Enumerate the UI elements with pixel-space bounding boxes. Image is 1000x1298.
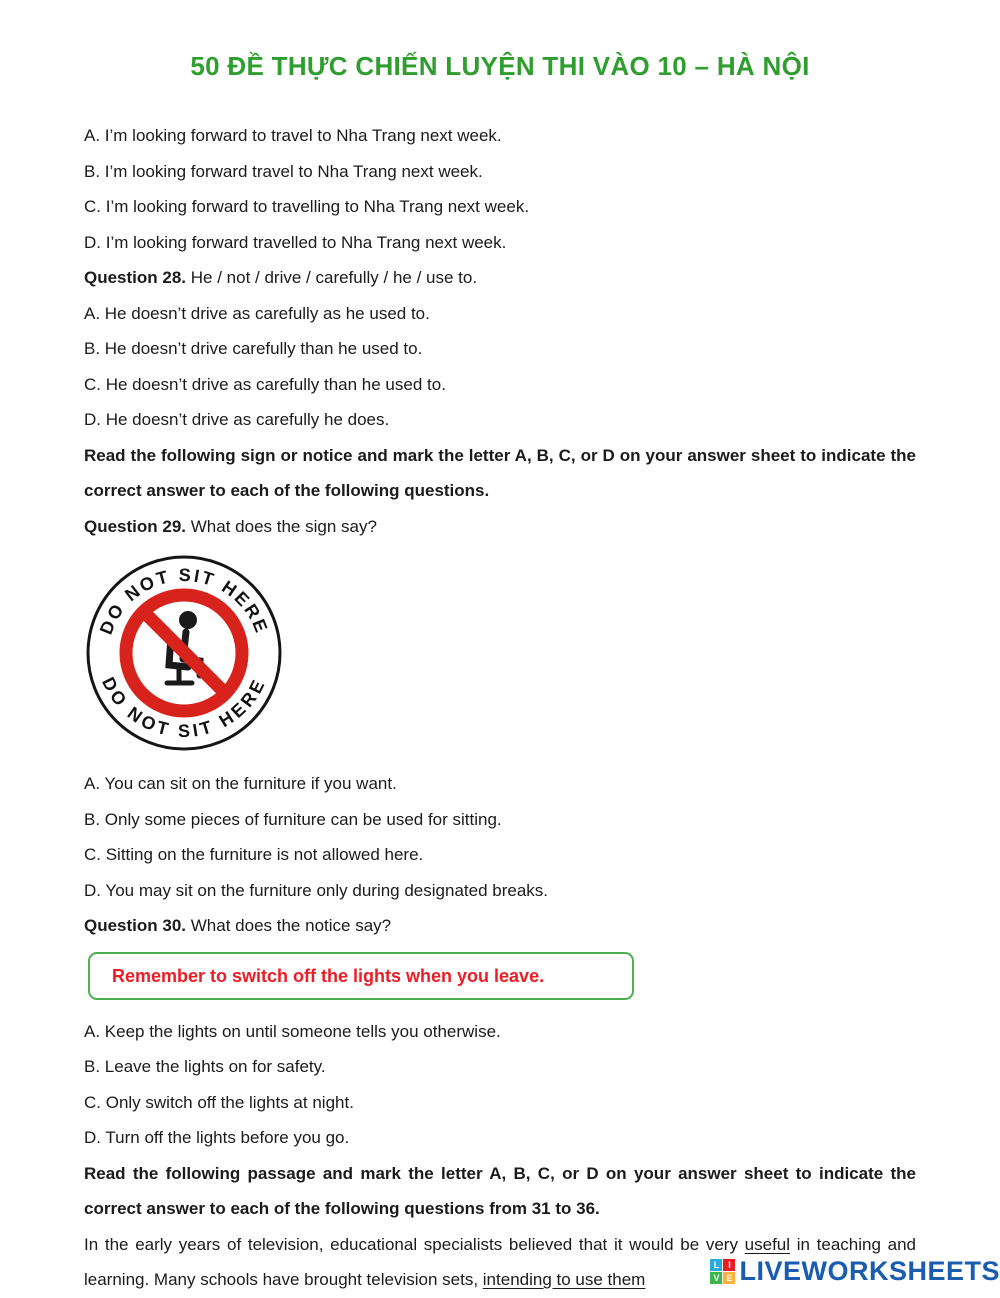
liveworksheets-watermark[interactable] — [710, 1256, 1000, 1287]
q27-option-b: B. I’m looking forward travel to Nha Trang next week. — [84, 161, 483, 181]
liveworksheets-logo — [710, 1259, 735, 1284]
q28-option-a: A. He doesn’t drive as carefully as he used to. — [84, 303, 430, 323]
q28-label: Question 28. — [84, 268, 187, 287]
q29-option-a: A. You can sit on the furniture if you want. — [84, 774, 397, 793]
q30-label: Question 30. — [84, 916, 187, 935]
passage-part2: in teaching and learning. Many schools have brought television sets, — [84, 1234, 916, 1289]
page-title: 50 ĐỀ THỰC CHIẾN LUYỆN THI VÀO 10 – HÀ NỘI — [190, 51, 810, 81]
underlined-phrase-intending: intending to use them — [482, 1270, 646, 1289]
q28-option-d: D. He doesn’t drive as carefully he does. — [84, 410, 390, 429]
q29-option-c: C. Sitting on the furniture is not allowed here. — [84, 845, 424, 864]
q28-option-c: C. He doesn’t drive as carefully than he used to. — [84, 374, 446, 394]
q28-prompt: He / not / drive / carefully / he / use to. — [190, 268, 478, 287]
q30-option-a: A. Keep the lights on until someone tells you otherwise. — [84, 1021, 501, 1041]
q29-option-b: B. Only some pieces of furniture can be used for sitting. — [84, 809, 502, 829]
instruction-passage: Read the following passage and mark the letter A, B, C, or D on your answer sheet to indicate the correct answer to each of the following questions from 31 to 36. — [84, 1163, 916, 1218]
q27-option-d: D. I’m looking forward travelled to Nha Trang next week. — [84, 232, 507, 252]
q30-option-b: B. Leave the lights on for safety. — [84, 1057, 326, 1076]
q30-option-c: C. Only switch off the lights at night. — [84, 1092, 354, 1112]
sign-bottom-text: DO NOT SIT HERE — [98, 673, 270, 742]
logo-letter-e: E — [723, 1272, 735, 1284]
q29-prompt: What does the sign say? — [190, 516, 377, 536]
logo-letter-v: V — [710, 1272, 722, 1284]
q30-prompt: What does the notice say? — [190, 916, 392, 935]
q27-option-a: A. I’m looking forward to travel to Nha Trang next week. — [84, 126, 502, 145]
notice-box — [88, 952, 634, 1000]
q28-question — [84, 260, 916, 296]
q29-question — [84, 509, 916, 545]
q30-question — [84, 908, 916, 944]
notice-text: Remember to switch off the lights when you leave. — [112, 965, 545, 986]
q29-option-d: D. You may sit on the furniture only during designated breaks. — [84, 880, 549, 900]
do-not-sit-sign — [84, 553, 284, 753]
sign-top-text: DO NOT SIT HERE — [95, 564, 273, 638]
logo-letter-l: L — [710, 1259, 722, 1271]
q27-option-c: C. I’m looking forward to travelling to Nha Trang next week. — [84, 197, 530, 216]
sign-figure — [84, 544, 916, 766]
instruction-sign-notice: Read the following sign or notice and mark the letter A, B, C, or D on your answer sheet to indicate the correct answer to each of the following questions. — [84, 445, 916, 500]
logo-letter-i: I — [723, 1259, 735, 1271]
q28-option-b: B. He doesn’t drive carefully than he used to. — [84, 339, 423, 358]
passage-part1: In the early years of television, educational specialists believed that it would be very — [84, 1234, 745, 1254]
watermark-text: LIVEWORKSHEETS — [739, 1256, 1000, 1286]
q29-label: Question 29. — [84, 516, 187, 536]
q30-option-d: D. Turn off the lights before you go. — [84, 1128, 350, 1147]
underlined-word-useful: useful — [744, 1234, 791, 1254]
